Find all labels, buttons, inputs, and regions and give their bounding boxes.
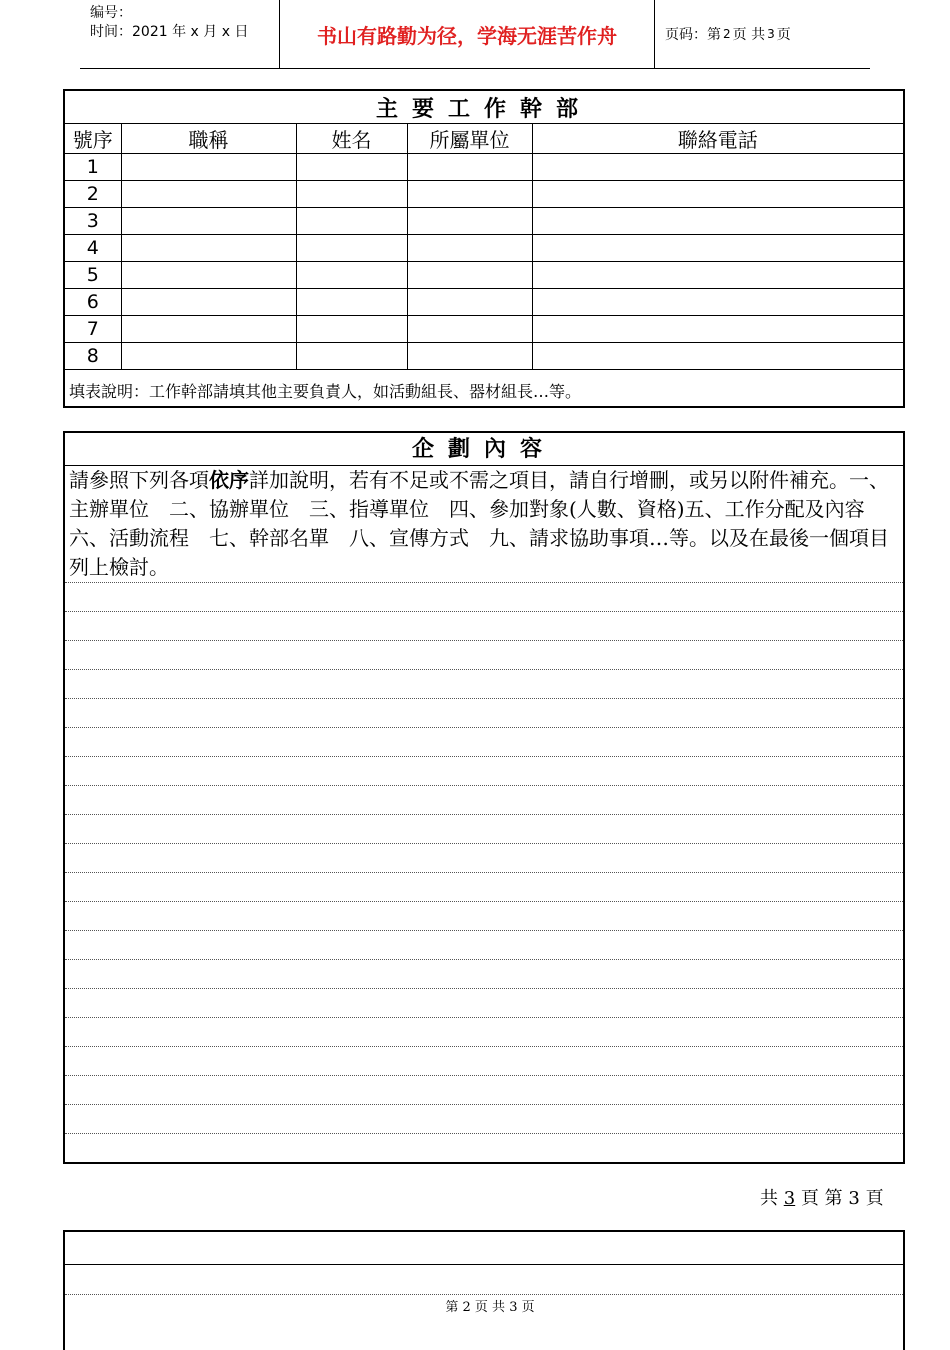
cell-phone[interactable] <box>532 181 903 208</box>
cell-phone[interactable] <box>532 316 903 343</box>
cell-name[interactable] <box>296 262 407 289</box>
cell-unit[interactable] <box>407 343 532 370</box>
number-label: 编号： <box>90 5 132 21</box>
writing-line[interactable] <box>65 1046 903 1075</box>
writing-line[interactable] <box>65 582 903 611</box>
writing-line[interactable] <box>65 785 903 814</box>
writing-line[interactable] <box>65 727 903 756</box>
col-header-name: 姓名 <box>296 124 407 154</box>
plan-writing-lines[interactable] <box>65 582 903 1160</box>
cell-phone[interactable] <box>532 262 903 289</box>
writing-line[interactable] <box>65 640 903 669</box>
page-mid: 页 共 <box>732 27 766 43</box>
staff-table-section <box>63 89 905 408</box>
row-number: 6 <box>65 289 121 316</box>
cell-unit[interactable] <box>407 289 532 316</box>
table-row <box>65 154 903 181</box>
cell-title[interactable] <box>121 343 296 370</box>
staff-table <box>65 91 903 410</box>
writing-line[interactable] <box>65 872 903 901</box>
plan-text-bold: 依序 <box>209 468 249 492</box>
plan-text-before: 請參照下列各項 <box>69 468 209 492</box>
writing-line[interactable] <box>65 814 903 843</box>
header-meta <box>80 0 280 68</box>
table-row <box>65 262 903 289</box>
cell-unit[interactable] <box>407 316 532 343</box>
pagecount-total: 3 <box>783 1188 796 1209</box>
cell-unit[interactable] <box>407 154 532 181</box>
plan-title: 企劃內容 <box>65 433 903 466</box>
cell-phone[interactable] <box>532 154 903 181</box>
col-header-number: 號序 <box>65 124 121 154</box>
row-number: 7 <box>65 316 121 343</box>
cell-title[interactable] <box>121 208 296 235</box>
pagecount-current: 3 <box>848 1188 860 1209</box>
table-row <box>65 235 903 262</box>
row-number: 8 <box>65 343 121 370</box>
page-current: 2 <box>723 27 731 41</box>
staff-title-row <box>65 91 903 124</box>
table-row <box>65 316 903 343</box>
row-number: 2 <box>65 181 121 208</box>
col-header-phone: 聯絡電話 <box>532 124 903 154</box>
cell-phone[interactable] <box>532 289 903 316</box>
plan-instructions <box>65 466 903 582</box>
pagecount-suffix: 頁 <box>865 1188 884 1209</box>
cell-phone[interactable] <box>532 235 903 262</box>
row-number: 4 <box>65 235 121 262</box>
writing-line[interactable] <box>65 988 903 1017</box>
cell-title[interactable] <box>121 262 296 289</box>
next-table-header-row <box>65 1232 903 1265</box>
cell-name[interactable] <box>296 316 407 343</box>
writing-line[interactable] <box>65 901 903 930</box>
cell-name[interactable] <box>296 208 407 235</box>
cell-title[interactable] <box>121 181 296 208</box>
page-footer: 第 2 页 共 3 页 <box>445 1300 535 1315</box>
writing-line[interactable] <box>65 611 903 640</box>
page-suffix: 页 <box>776 27 791 43</box>
writing-line[interactable] <box>65 1075 903 1104</box>
time-label: 时间：2021 年 x 月 x 日 <box>90 24 249 40</box>
cell-name[interactable] <box>296 181 407 208</box>
cell-title[interactable] <box>121 289 296 316</box>
row-number: 5 <box>65 262 121 289</box>
cell-name[interactable] <box>296 154 407 181</box>
row-number: 3 <box>65 208 121 235</box>
header-motto: 书山有路勤为径，学海无涯苦作舟 <box>280 0 655 68</box>
writing-line[interactable] <box>65 930 903 959</box>
cell-unit[interactable] <box>407 262 532 289</box>
pagecount-mid: 頁 第 <box>800 1188 843 1209</box>
col-header-title: 職稱 <box>121 124 296 154</box>
writing-line[interactable] <box>65 698 903 727</box>
writing-line[interactable] <box>65 756 903 785</box>
writing-line[interactable] <box>65 669 903 698</box>
page-prefix: 页码：第 <box>665 27 721 43</box>
writing-line[interactable] <box>65 843 903 872</box>
page-count <box>760 1184 884 1210</box>
writing-line[interactable] <box>65 959 903 988</box>
table-row <box>65 208 903 235</box>
writing-line[interactable] <box>65 1017 903 1046</box>
cell-title[interactable] <box>121 154 296 181</box>
writing-line[interactable] <box>65 1104 903 1133</box>
staff-note: 填表說明：工作幹部請填其他主要負責人，如活動組長、器材組長…等。 <box>65 370 903 411</box>
next-table-rule <box>65 1294 903 1295</box>
cell-phone[interactable] <box>532 208 903 235</box>
cell-unit[interactable] <box>407 235 532 262</box>
next-table-frame <box>63 1230 905 1350</box>
cell-name[interactable] <box>296 289 407 316</box>
cell-unit[interactable] <box>407 181 532 208</box>
writing-line[interactable] <box>65 1133 903 1160</box>
cell-phone[interactable] <box>532 343 903 370</box>
pagecount-prefix: 共 <box>760 1188 778 1209</box>
staff-note-row <box>65 370 903 411</box>
table-row <box>65 289 903 316</box>
col-header-unit: 所屬單位 <box>407 124 532 154</box>
plan-section <box>63 431 905 1164</box>
table-row <box>65 343 903 370</box>
cell-name[interactable] <box>296 343 407 370</box>
cell-name[interactable] <box>296 235 407 262</box>
cell-title[interactable] <box>121 316 296 343</box>
cell-unit[interactable] <box>407 208 532 235</box>
document-header <box>80 0 870 69</box>
table-row <box>65 181 903 208</box>
staff-header-row <box>65 124 903 154</box>
cell-title[interactable] <box>121 235 296 262</box>
page-total: 3 <box>767 27 775 41</box>
header-page-info <box>655 0 870 68</box>
row-number: 1 <box>65 154 121 181</box>
plan-text-after: 詳加說明，若有不足或不需之項目，請自行增刪，或另以附件補充。一、主辦單位 二、協辦單位 三、指導單位 四、參加對象(人數、資格)五、工作分配及內容 六、活動流程 七、幹部名單 八、宣傳方式 九、請求協助事項…等。以及在最後一個項目列上檢討。 <box>69 468 889 579</box>
staff-title: 主要工作幹部 <box>65 91 903 124</box>
